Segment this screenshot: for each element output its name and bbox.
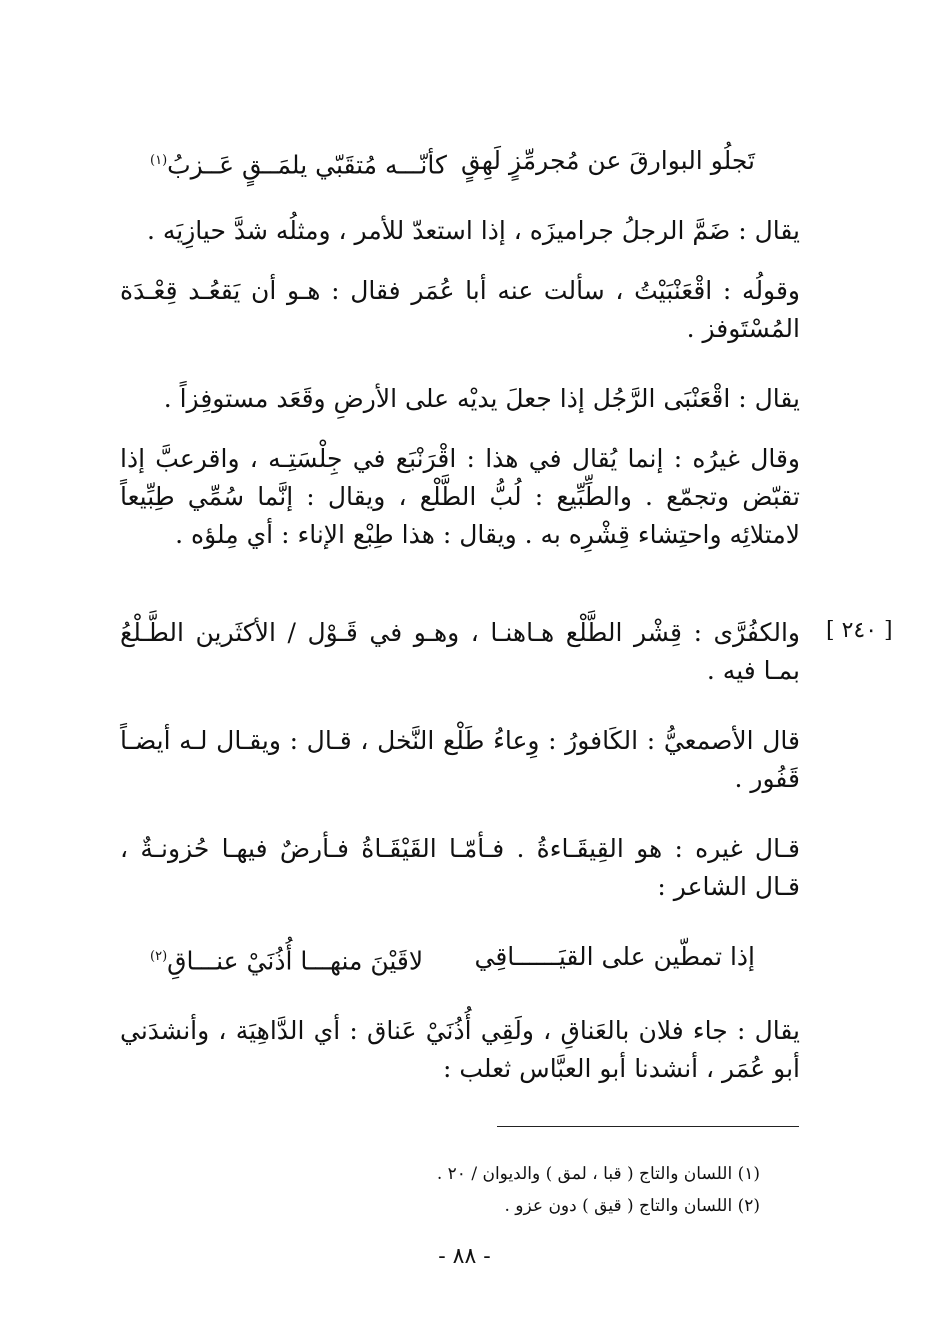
- verse-1-second-hemistich-text: كأنّـــه مُتقَبّي يلمَــقٍ عَــزبُ: [167, 150, 447, 180]
- paragraph-6: قال الأصمعيُّ : الكَافورُ : وِعاءُ طَلْع النَّخل ، قـال : ويقـال لـه أيضـاً قَفُور .: [120, 726, 800, 793]
- paragraph-3: يقال : اقْعَنْبَى الرَّجُل إذا جعلَ يديْه على الأرضِ وقَعَد مستوفِزاً .: [163, 384, 800, 413]
- verse-2-second-hemistich: [150, 938, 423, 980]
- footnote-2: (٢) اللسان والتاج ( قيق ) دون عزو .: [504, 1196, 760, 1216]
- paragraph-8: يقال : جاء فلان بالعَناقِ ، ولَقِي أُذُنَيْ عَناق : أي الدَّاهِيَة ، وأنشدَني أبو عُمَر ، أنشدنا أبو العبَّاس ثعلب :: [120, 1016, 800, 1083]
- page-number: - ٨٨ -: [438, 1244, 491, 1269]
- verse-2: [150, 938, 755, 980]
- footnote-1: (١) اللسان والتاج ( قبا ، لمق ) والديوان / ٢٠ .: [436, 1164, 760, 1184]
- manuscript-folio-number: [ ٢٤٠ ]: [826, 618, 893, 643]
- footnote-marker-2: (٢): [150, 949, 168, 964]
- paragraph-7: قـال غيره : هو القِيقَـاءةُ . فـأمّـا القَيْقَـاةُ فـأرضٌ فيهـا حُزونـةٌ ، قـال الشاعر :: [120, 834, 800, 901]
- verse-2-first-hemistich: إذا تمطّين على القيَــــــاقِي: [474, 942, 755, 971]
- verse-1: [150, 142, 755, 184]
- paragraph-1: يقال : ضَمَّ الرجلُ جراميزَه ، إذا استعدّ للأمر ، ومثلُه شدَّ حيازِيَه .: [146, 216, 800, 245]
- paragraph-2: وقولُه : اقْعَنْبَيْتُ ، سألت عنه أبا عُمَر فقال : هـو أن يَقعُـد قِعْـدَة المُسْتَوفز .: [120, 276, 800, 343]
- footnote-marker-1: (١): [150, 153, 168, 168]
- verse-1-second-hemistich: [150, 142, 447, 184]
- paragraph-5: والكفُرَّى : قِشْر الطَّلْع هـاهنـا ، وهـو في قَـوْل / الأكثَرين الطَّـلْعُ بمـا فيه .: [120, 618, 800, 685]
- verse-1-first-hemistich: تَجلُو البوارقَ عن مُجرمِّزٍ لَهِقٍ: [461, 146, 755, 175]
- paragraph-4: وقال غيرُه : إنما يُقال في هذا : اقْرَنْبَع في جِلْسَتِـه ، واقرعبَّ إذا تقبّض وتجمّع . والطِّبِّيع : لُبُّ الطَّلْع ، ويقال : إنَّما سُمِّي طِبِّيعاً لامتلائِه واحتِشاء قِشْرِه به . ويقال : هذا طِبْع الإناء : أي مِلؤه .: [120, 444, 800, 549]
- verse-2-second-hemistich-text: لاقَيْنَ منهـــا أُذُنَيْ عنـــاقِ: [167, 946, 424, 976]
- footnote-separator: [497, 1126, 799, 1127]
